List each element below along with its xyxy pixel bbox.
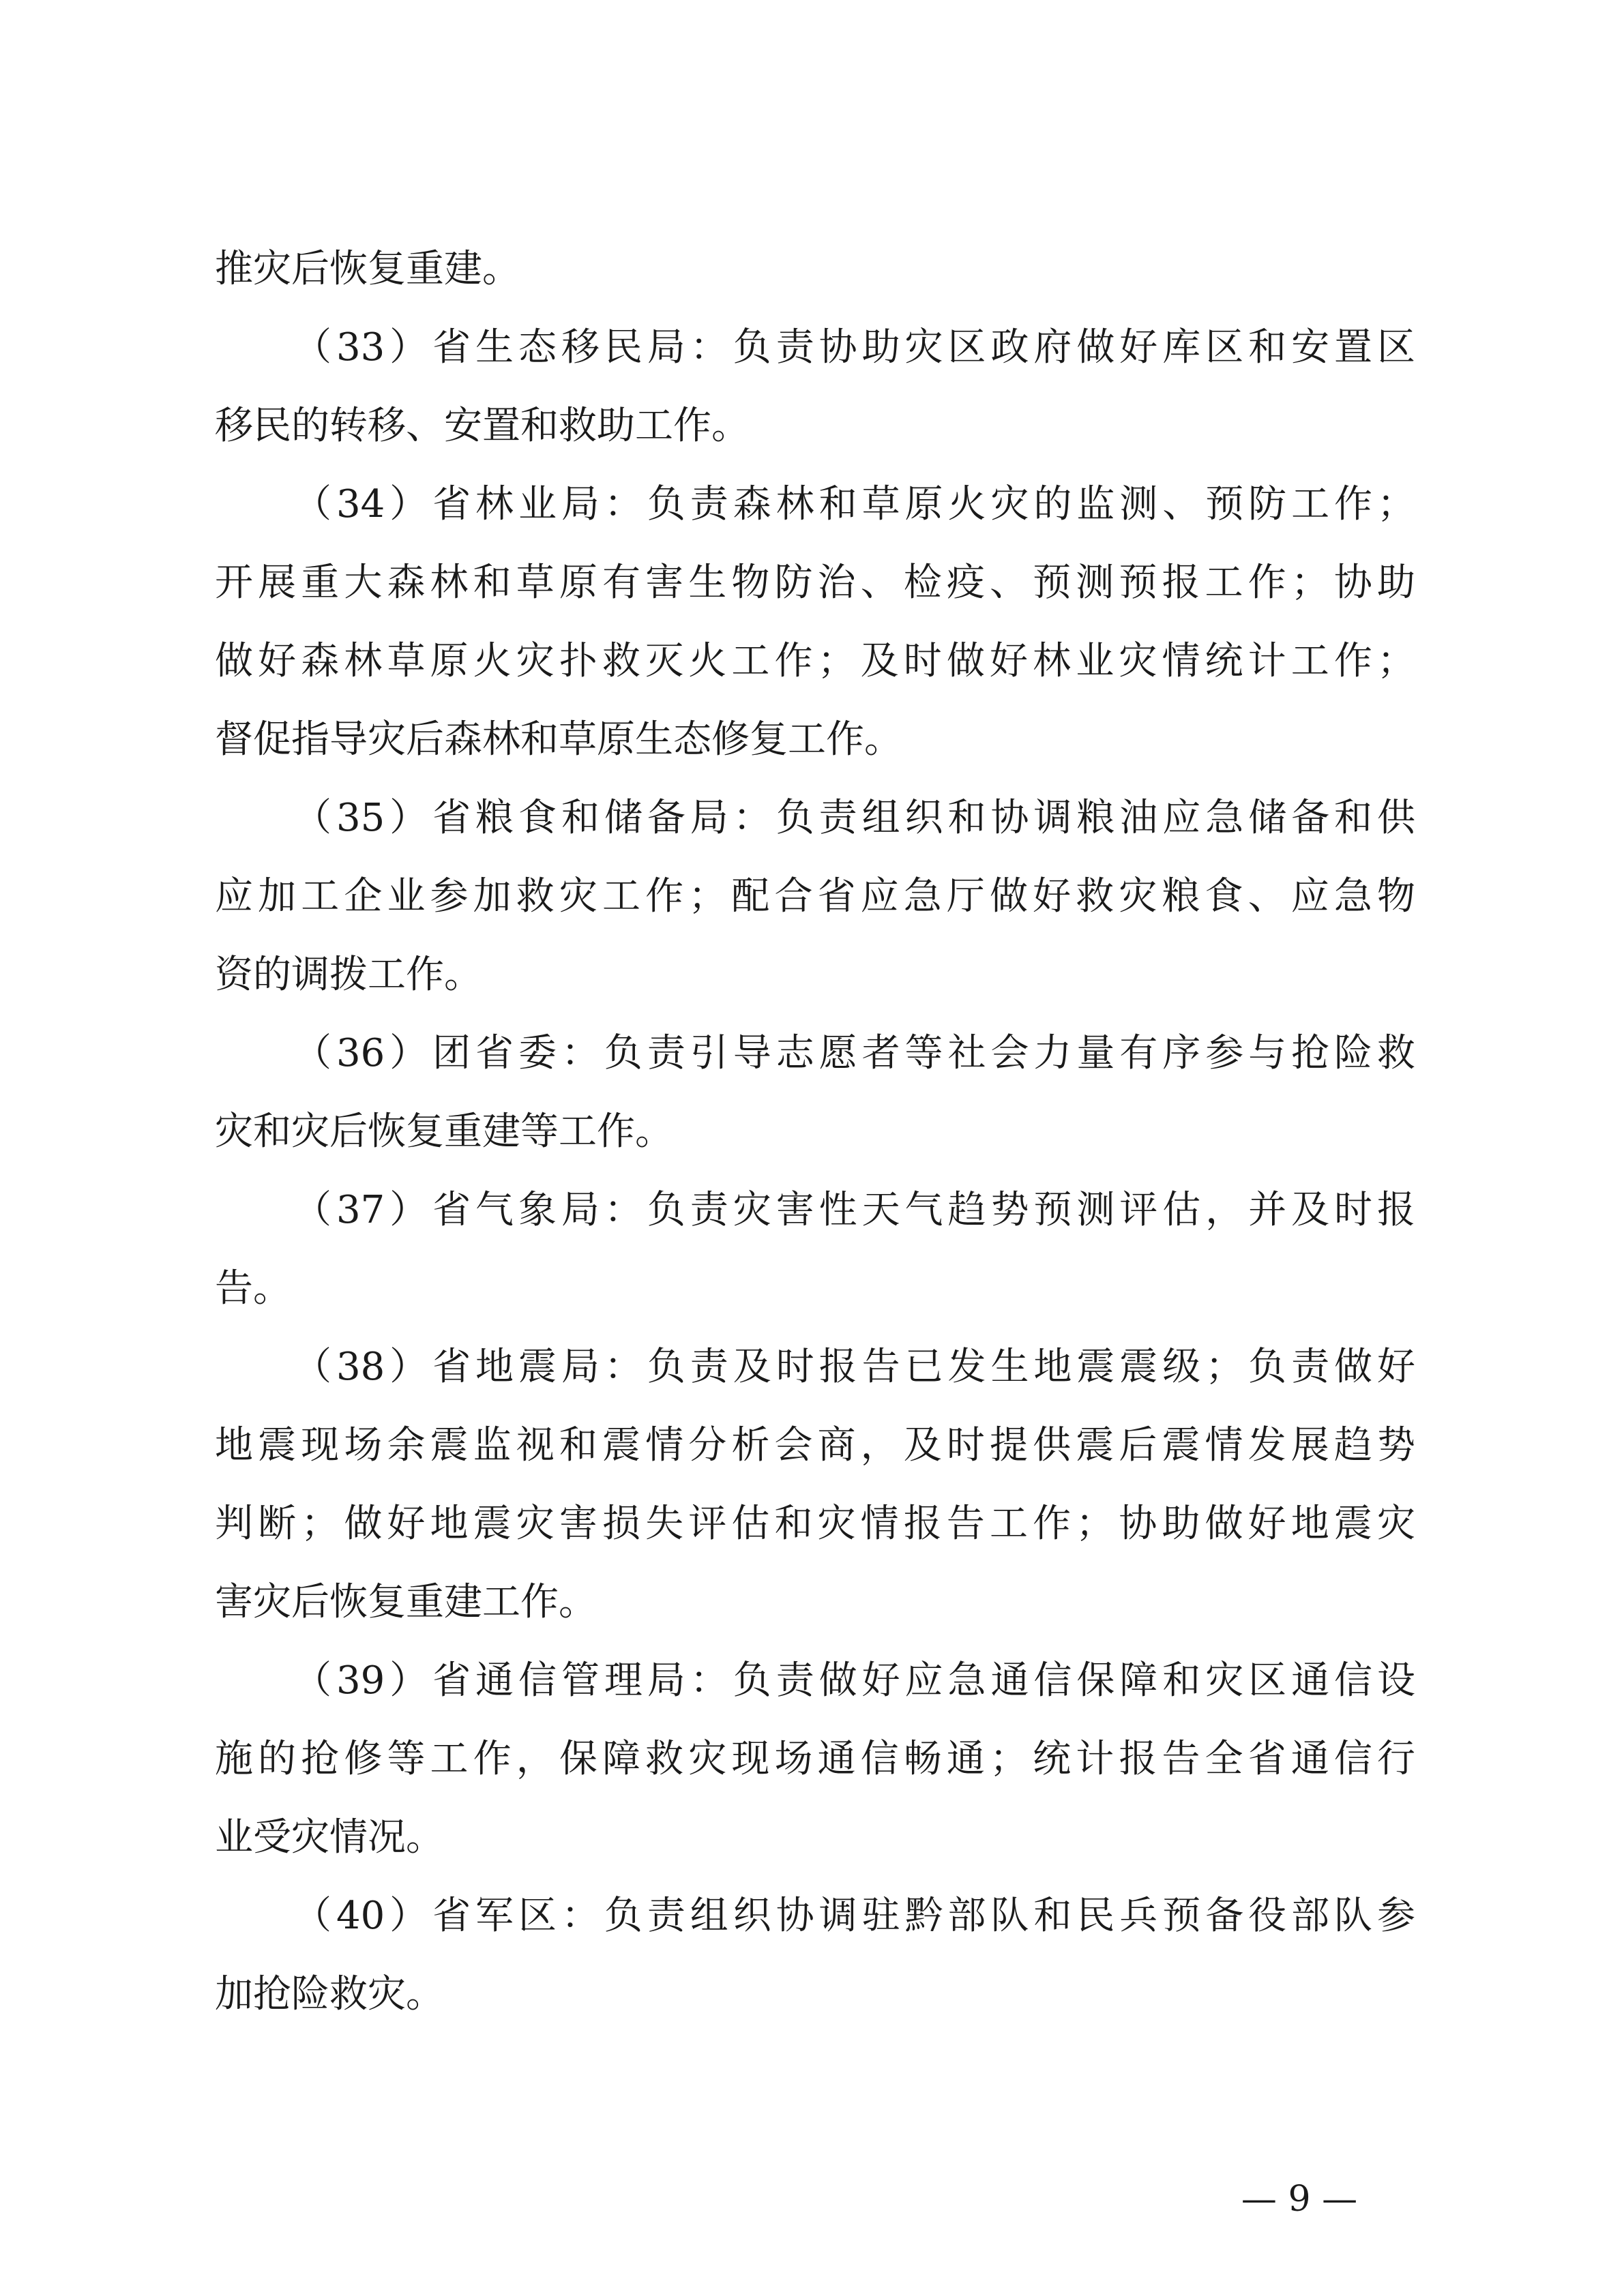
- text-line-22: （40）省军区：负责组织协调驻黔部队和民兵预备役部队参: [293, 1894, 1415, 1938]
- text-line-15: （38）省地震局：负责及时报告已发生地震震级；负责做好: [293, 1345, 1415, 1389]
- text-line-8: （35）省粮食和储备局：负责组织和协调粮油应急储备和供: [293, 796, 1415, 840]
- text-line-7: 督促指导灾后森林和草原生态修复工作。: [215, 717, 902, 762]
- text-line-6: 做好森林草原火灾扑救灭火工作；及时做好林业灾情统计工作；: [215, 639, 1415, 683]
- text-line-16: 地震现场余震监视和震情分析会商，及时提供震后震情发展趋势: [215, 1423, 1415, 1467]
- text-line-2: （33）省生态移民局：负责协助灾区政府做好库区和安置区: [293, 325, 1415, 370]
- text-line-19: （39）省通信管理局：负责做好应急通信保障和灾区通信设: [293, 1658, 1415, 1703]
- page-number: — 9 —: [1241, 2179, 1358, 2220]
- text-line-11: （36）团省委：负责引导志愿者等社会力量有序参与抢险救: [293, 1031, 1415, 1075]
- text-line-14: 告。: [215, 1266, 291, 1311]
- text-line-18: 害灾后恢复重建工作。: [215, 1580, 597, 1624]
- text-line-21: 业受灾情况。: [215, 1815, 444, 1860]
- text-line-20: 施的抢修等工作，保障救灾现场通信畅通；统计报告全省通信行: [215, 1737, 1415, 1781]
- text-line-1: 推灾后恢复重建。: [215, 247, 520, 291]
- text-line-3: 移民的转移、安置和救助工作。: [215, 404, 750, 448]
- text-line-17: 判断；做好地震灾害损失评估和灾情报告工作；协助做好地震灾: [215, 1502, 1415, 1546]
- text-line-5: 开展重大森林和草原有害生物防治、检疫、预测预报工作；协助: [215, 561, 1415, 605]
- text-line-9: 应加工企业参加救灾工作；配合省应急厅做好救灾粮食、应急物: [215, 874, 1415, 919]
- text-line-23: 加抢险救灾。: [215, 1972, 444, 2016]
- text-line-4: （34）省林业局：负责森林和草原火灾的监测、预防工作；: [293, 482, 1415, 526]
- text-line-13: （37）省气象局：负责灾害性天气趋势预测评估，并及时报: [293, 1188, 1415, 1232]
- text-line-10: 资的调拨工作。: [215, 953, 482, 997]
- text-line-12: 灾和灾后恢复重建等工作。: [215, 1109, 673, 1154]
